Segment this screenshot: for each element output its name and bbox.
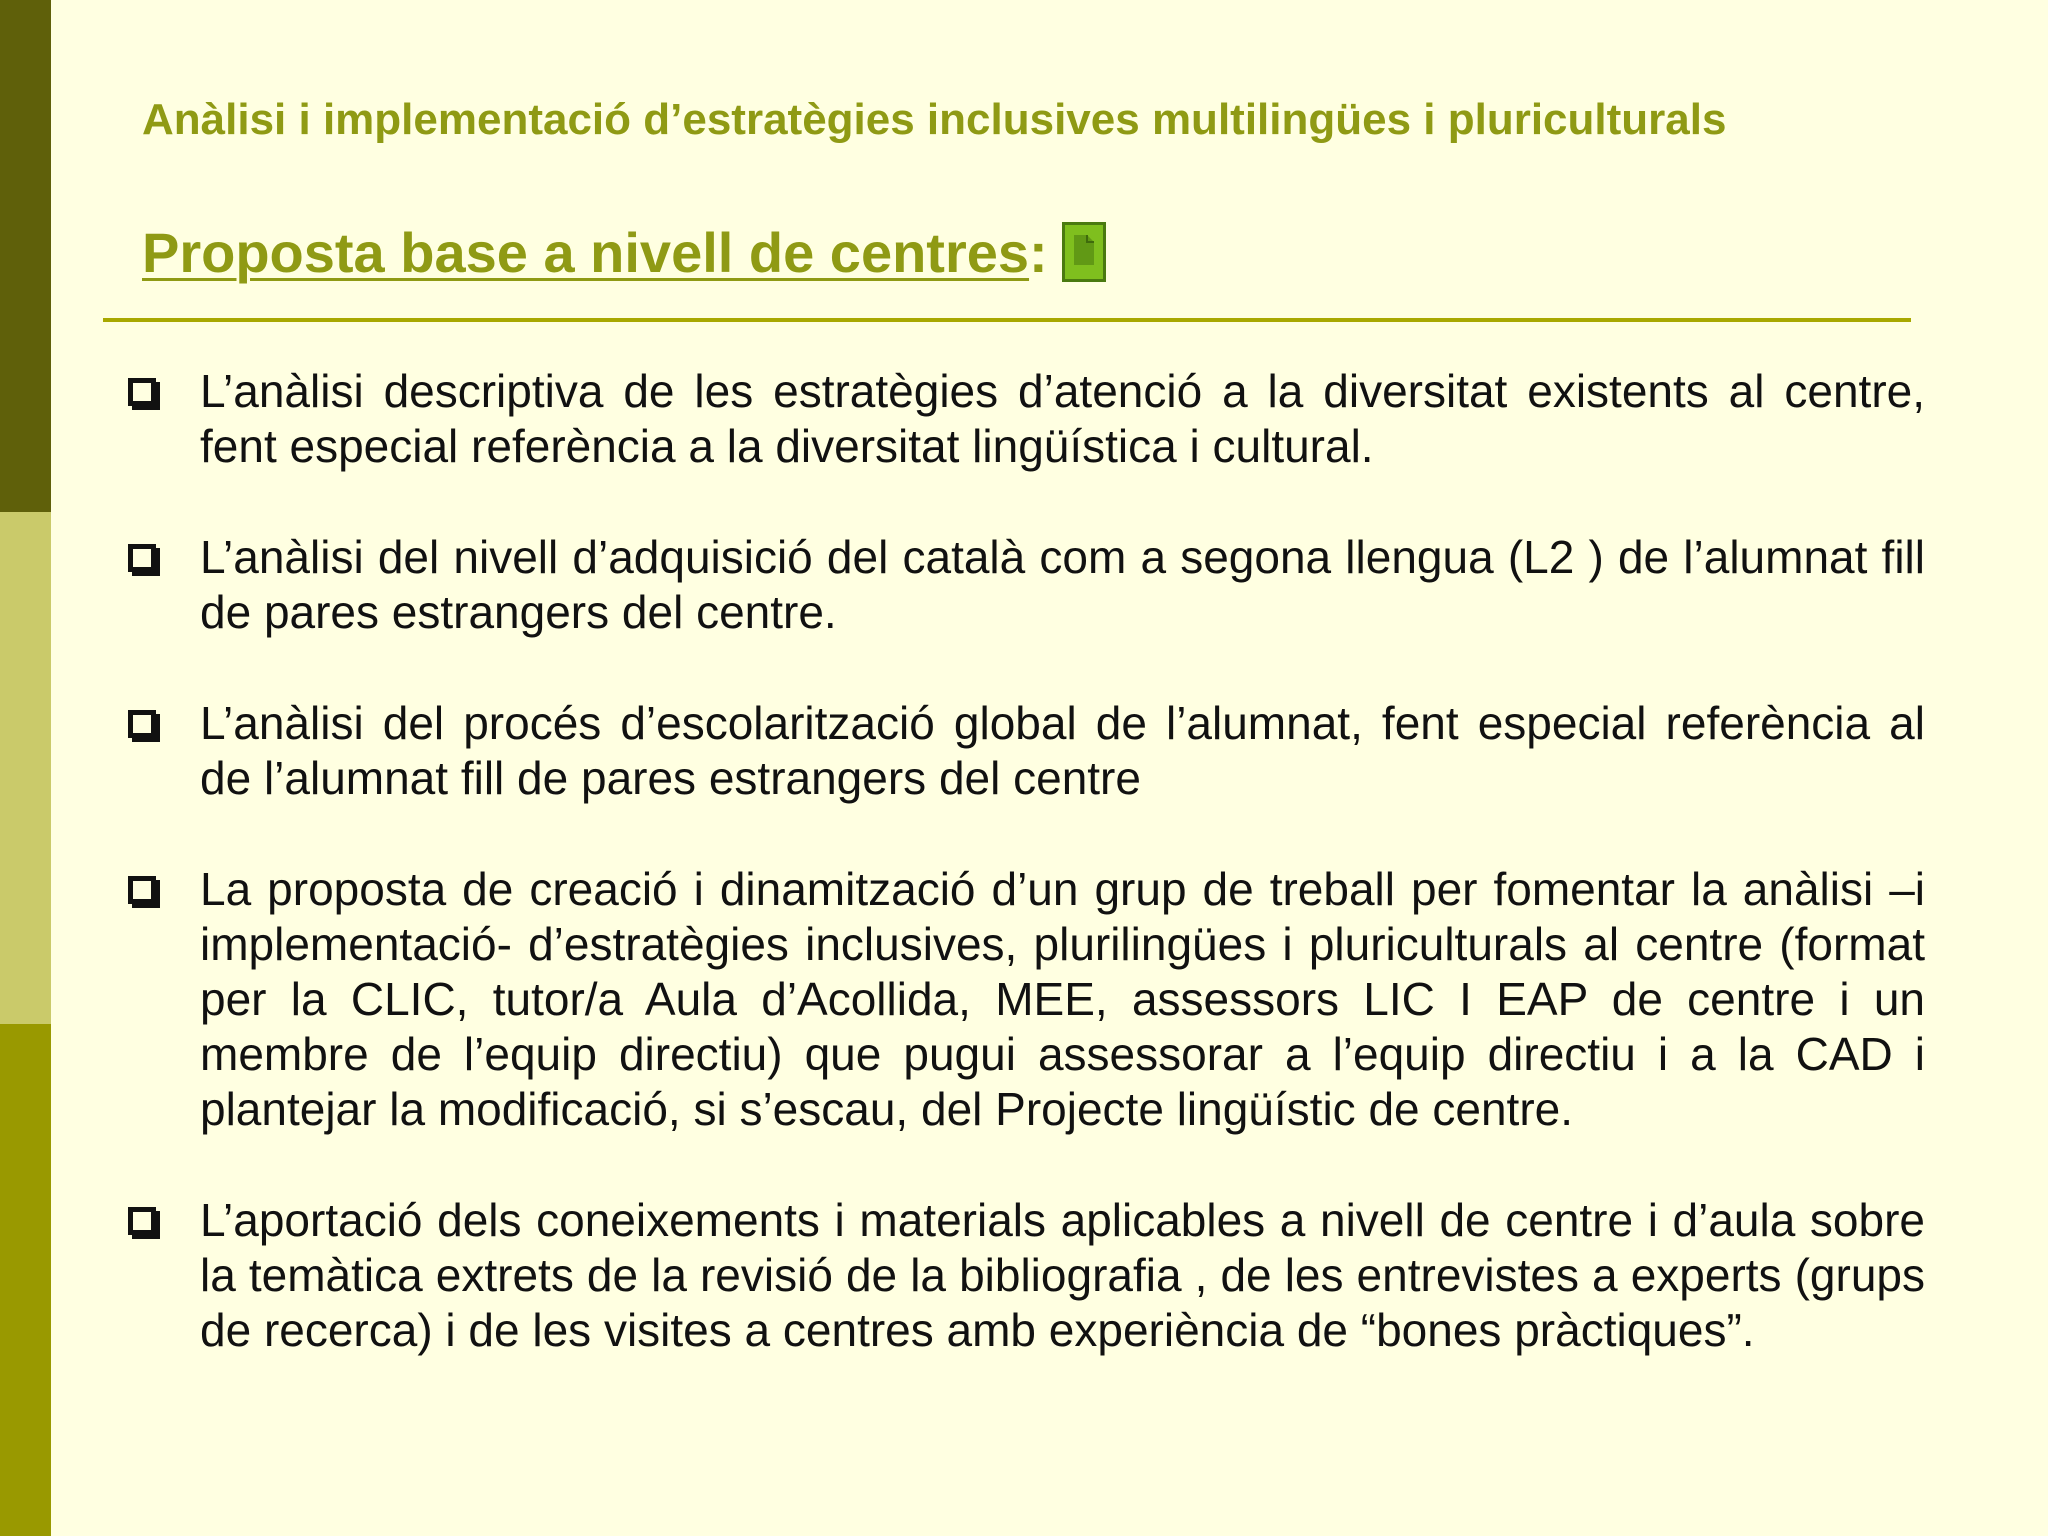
bullet-text: L’anàlisi del nivell d’adquisició del català com a segona llengua (L2 ) de l’alumnat fill de pares estrangers del centre. — [200, 531, 1925, 638]
title-divider — [103, 318, 1911, 322]
list-item — [120, 364, 1925, 474]
bullet-text: L’aportació dels coneixements i materials aplicables a nivell de centre i d’aula sobre la temàtica extrets de la revisió de la bibliografia , de les entrevistes a experts (grups de recerca) i de les visites a centres amb experiència de “bones pràctiques”. — [200, 1194, 1925, 1356]
list-item — [120, 862, 1925, 1137]
slide-title-row — [142, 212, 1106, 292]
square-bullet-icon — [128, 1207, 156, 1235]
list-item — [120, 696, 1925, 806]
document-icon[interactable] — [1062, 222, 1106, 282]
list-item — [120, 530, 1925, 640]
side-band-olive — [0, 1024, 51, 1536]
list-item — [120, 1193, 1925, 1358]
square-bullet-icon — [128, 378, 156, 406]
document-glyph-icon — [1072, 233, 1096, 267]
square-bullet-icon — [128, 710, 156, 738]
side-band-dark — [0, 0, 51, 512]
square-bullet-icon — [128, 544, 156, 572]
slide-subtitle: Anàlisi i implementació d’estratègies inclusives multilingües i pluriculturals — [142, 95, 1727, 144]
bullet-text: La proposta de creació i dinamització d’un grup de treball per fomentar la anàlisi –i implementació- d’estratègies inclusives, plurilingües i pluriculturals al centre (format per la CLIC, tutor/a Aula d’Acollida, MEE, assessors LIC I EAP de centre i un membre de l’equip directiu) que pugui assessorar a l’equip directiu i a la CAD i plantejar la modificació, si s’escau, del Projecte lingüístic de centre. — [200, 863, 1925, 1135]
side-band-light — [0, 512, 51, 1024]
slide-title: Proposta base a nivell de centres — [142, 220, 1030, 284]
bullet-text: L’anàlisi descriptiva de les estratègies d’atenció a la diversitat existents al centre, fent especial referència a la diversitat lingüística i cultural. — [200, 365, 1925, 472]
bullet-text: L’anàlisi del procés d’escolarització global de l’alumnat, fent especial referència al de l’alumnat fill de pares estrangers del centre — [200, 697, 1925, 804]
square-bullet-icon — [128, 876, 156, 904]
bullet-list — [120, 364, 1925, 1414]
title-colon: : — [1029, 220, 1048, 284]
